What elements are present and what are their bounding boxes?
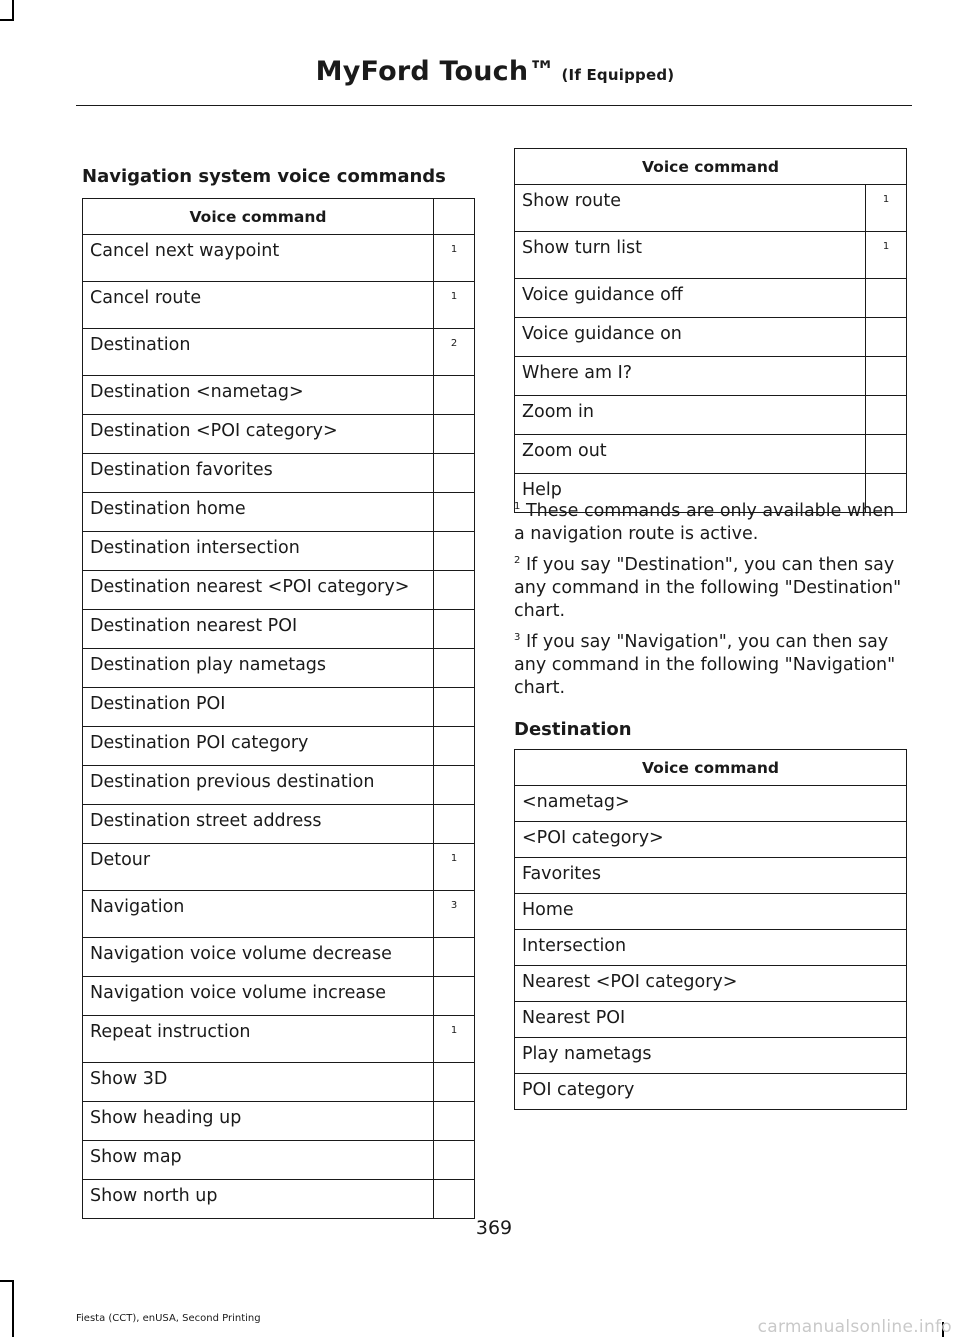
voice-command-cell: Show map: [83, 1141, 434, 1180]
voice-command-cell: Destination favorites: [83, 454, 434, 493]
navigation-commands-table: [82, 198, 475, 1219]
table-row: [515, 966, 907, 1002]
voice-command-cell: Repeat instruction: [83, 1016, 434, 1063]
footnote-ref-cell: [434, 688, 475, 727]
footnote-ref-cell: [866, 357, 907, 396]
edition-text: Fiesta (CCT), enUSA, Second Printing: [76, 1313, 261, 1324]
voice-command-cell: Show 3D: [83, 1063, 434, 1102]
footnote-ref-cell: 3: [434, 891, 475, 938]
table-header: Voice command: [515, 149, 907, 185]
voice-command-cell: Help: [515, 474, 866, 513]
voice-command-cell: Navigation: [83, 891, 434, 938]
footnote-text: If you say "Destination", you can then say any command in the following "Destination" chart.: [514, 555, 902, 621]
table-row: [515, 1074, 907, 1110]
table-row: [83, 454, 475, 493]
crop-mark-bottom-left-horizontal: [0, 1280, 14, 1282]
voice-command-cell: Show north up: [83, 1180, 434, 1219]
voice-command-cell: Show turn list: [515, 232, 866, 279]
voice-command-cell: Destination nearest POI: [83, 610, 434, 649]
footnote-ref-cell: [866, 318, 907, 357]
table-row: [83, 493, 475, 532]
voice-command-cell: Destination <POI category>: [83, 415, 434, 454]
footnote-text: If you say "Navigation", you can then say any command in the following "Navigation" chart.: [514, 632, 896, 698]
table-row: [83, 532, 475, 571]
table-row: [83, 1141, 475, 1180]
footnote-ref-cell: [434, 938, 475, 977]
footnote: [514, 500, 910, 546]
footnote-ref-cell: [434, 727, 475, 766]
voice-command-cell: Home: [515, 894, 907, 930]
voice-command-cell: Where am I?: [515, 357, 866, 396]
voice-command-cell: <POI category>: [515, 822, 907, 858]
footnote-ref-cell: 1: [434, 282, 475, 329]
destination-commands-table: [514, 749, 907, 1110]
table-row: [83, 1063, 475, 1102]
table-header: Voice command: [515, 750, 907, 786]
voice-command-cell: <nametag>: [515, 786, 907, 822]
table-row: [515, 232, 907, 279]
footnote-ref-cell: [434, 415, 475, 454]
voice-command-cell: Voice guidance on: [515, 318, 866, 357]
footnote-mark: 2: [514, 555, 521, 566]
footnote-ref-cell: [434, 766, 475, 805]
voice-command-cell: Voice guidance off: [515, 279, 866, 318]
page-number: 369: [475, 1217, 513, 1239]
table-row: [83, 938, 475, 977]
voice-command-cell: Destination: [83, 329, 434, 376]
footnote-ref-cell: [434, 454, 475, 493]
voice-command-cell: Destination intersection: [83, 532, 434, 571]
footnote-ref-cell: [434, 649, 475, 688]
footnote-ref-cell: 1: [434, 1016, 475, 1063]
footnote-ref-cell: [866, 396, 907, 435]
voice-command-cell: Favorites: [515, 858, 907, 894]
section-title-destination: Destination: [514, 719, 632, 740]
crop-mark-top-left-horizontal: [0, 19, 14, 21]
table-row: [515, 894, 907, 930]
page-header: [0, 56, 960, 87]
footnote-ref-cell: [434, 1180, 475, 1219]
footnote-ref-cell: 1: [866, 185, 907, 232]
voice-command-cell: Destination play nametags: [83, 649, 434, 688]
voice-command-cell: Navigation voice volume decrease: [83, 938, 434, 977]
voice-command-cell: Navigation voice volume increase: [83, 977, 434, 1016]
watermark: carmanualsonline.info: [757, 1317, 952, 1337]
table-row: [515, 786, 907, 822]
voice-command-cell: Destination street address: [83, 805, 434, 844]
voice-command-cell: Zoom out: [515, 435, 866, 474]
table-row: [515, 279, 907, 318]
footnote: [514, 631, 910, 700]
footnote-ref-cell: [434, 1141, 475, 1180]
table-row: [515, 357, 907, 396]
voice-command-cell: Nearest <POI category>: [515, 966, 907, 1002]
table-row: [83, 235, 475, 282]
table-row: [83, 1016, 475, 1063]
navigation-commands-table-continued: [514, 148, 907, 513]
table-row: [515, 185, 907, 232]
table-row: [515, 396, 907, 435]
footnote-ref-cell: [434, 571, 475, 610]
footnote-ref-cell: [434, 805, 475, 844]
voice-command-cell: Destination POI category: [83, 727, 434, 766]
voice-command-cell: Play nametags: [515, 1038, 907, 1074]
voice-command-cell: Nearest POI: [515, 1002, 907, 1038]
voice-command-cell: Destination home: [83, 493, 434, 532]
table-row: [83, 1102, 475, 1141]
table-row: [83, 329, 475, 376]
table-row: [515, 822, 907, 858]
table-row: [83, 376, 475, 415]
footnote-text: These commands are only available when a navigation route is active.: [514, 501, 895, 544]
header-suffix: (If Equipped): [561, 66, 675, 84]
footnote-ref-cell: 1: [866, 232, 907, 279]
table-row: [83, 805, 475, 844]
voice-command-cell: Destination nearest <POI category>: [83, 571, 434, 610]
table-row: [83, 571, 475, 610]
table-row: [83, 610, 475, 649]
table-row: [515, 1038, 907, 1074]
table-header: Voice command: [83, 199, 434, 235]
footnote-ref-cell: 1: [434, 844, 475, 891]
footnote-ref-cell: [434, 493, 475, 532]
table-row: [83, 688, 475, 727]
table-row: [83, 649, 475, 688]
voice-command-cell: Cancel route: [83, 282, 434, 329]
table-row: [515, 435, 907, 474]
voice-command-cell: Destination previous destination: [83, 766, 434, 805]
table-row: [83, 766, 475, 805]
table-row: [83, 727, 475, 766]
voice-command-cell: Zoom in: [515, 396, 866, 435]
crop-mark-bottom-left-vertical: [12, 1280, 14, 1337]
table-row: [515, 1002, 907, 1038]
table-header-note: [434, 199, 475, 235]
voice-command-cell: POI category: [515, 1074, 907, 1110]
table-row: [83, 1180, 475, 1219]
footnote-ref-cell: 1: [434, 235, 475, 282]
footnote-ref-cell: [434, 1063, 475, 1102]
footnote-ref-cell: 2: [434, 329, 475, 376]
table-row: [83, 977, 475, 1016]
voice-command-cell: Cancel next waypoint: [83, 235, 434, 282]
footnote: [514, 554, 910, 623]
table-row: [83, 891, 475, 938]
voice-command-cell: Show route: [515, 185, 866, 232]
table-row: [515, 318, 907, 357]
voice-command-cell: Intersection: [515, 930, 907, 966]
footnote-mark: 3: [514, 632, 521, 643]
voice-command-cell: Destination <nametag>: [83, 376, 434, 415]
footnote-ref-cell: [434, 610, 475, 649]
footnote-ref-cell: [434, 376, 475, 415]
table-row: [83, 282, 475, 329]
crop-mark-top-left-vertical: [12, 0, 14, 20]
voice-command-cell: Destination POI: [83, 688, 434, 727]
table-row: [83, 415, 475, 454]
voice-command-cell: Show heading up: [83, 1102, 434, 1141]
footnote-ref-cell: [434, 532, 475, 571]
table-row: [515, 858, 907, 894]
footnotes: [514, 500, 910, 708]
section-title-navigation: Navigation system voice commands: [82, 166, 446, 187]
header-divider: [76, 105, 912, 106]
voice-command-cell: Detour: [83, 844, 434, 891]
footnote-ref-cell: [866, 279, 907, 318]
footnote-ref-cell: [434, 977, 475, 1016]
table-row: [515, 930, 907, 966]
footnote-ref-cell: [866, 435, 907, 474]
header-title: MyFord Touch™: [315, 56, 556, 87]
footnote-ref-cell: [434, 1102, 475, 1141]
footnote-mark: 1: [514, 501, 521, 512]
table-row: [83, 844, 475, 891]
